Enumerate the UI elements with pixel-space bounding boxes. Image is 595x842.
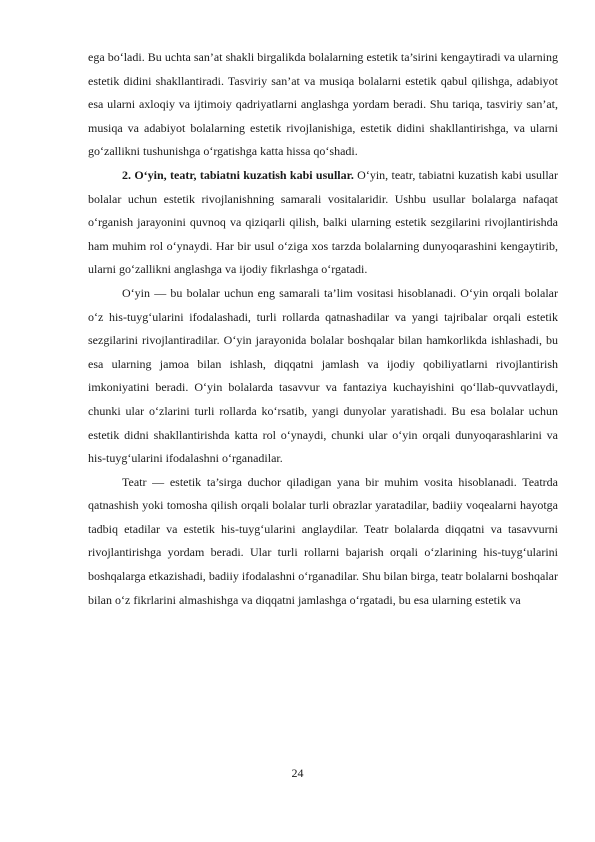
paragraph-continuation: ega bo‘ladi. Bu uchta san’at shakli birgalikda bolalarning estetik ta’sirini kengaytiradi va ularning estetik didini shakllantiradi. Tasviriy san’at va musiqa bolalarni estetik qabul qilishga, adabiyot esa ularni axloqiy va ijtimoiy qadriyatlarni anglashga yordam beradi. Shu tariqa, tasviriy san’at, musiqa va adabiyot bolalarning estetik rivojlanishiga, estetik didini shakllantirishga, va ularni go‘zallikni tushunishga o‘rgatishga katta hissa qo‘shadi. — [88, 50, 558, 159]
paragraph-game: O‘yin — bu bolalar uchun eng samarali ta’lim vositasi hisoblanadi. O‘yin orqali bolalar o‘z his-tuyg‘ularini ifodalashadi, turli rollarda qatnashadilar va yangi tajribalar orqali estetik sezgilarini rivojlantiradilar. O‘yin jarayonida bolalar boshqalar bilan hamkorlikda ishlashadi, bu esa ularning jamoa bilan ishlash, diqqatni jamlash va ijodiy qobiliyatlarni rivojlantirish imkoniyatini beradi. O‘yin bolalarda tasavvur va fantaziya kuchayishini qo‘llab-quvvatlaydi, chunki ular o‘zlarini turli rollarda ko‘rsatib, yangi dunyolar yaratishadi. Bu esa bolalar uchun estetik didni shakllantirishda katta rol o‘ynaydi, chunki ular o‘yin orqali dunyoqarashlarini va his-tuyg‘ularini ifodalashni o‘rganadilar. — [88, 285, 558, 466]
section-heading: 2. O‘yin, teatr, tabiatni kuzatish kabi usullar. — [122, 167, 354, 182]
body-text — [88, 46, 558, 612]
paragraph-methods — [88, 164, 558, 282]
page-number: 24 — [291, 766, 304, 780]
paragraph-theatre: Teatr — estetik ta’sirga duchor qiladigan yana bir muhim vosita hisoblanadi. Teatrda qatnashish yoki tomosha qilish orqali bolalar turli obrazlar yaratadilar, badiiy voqealarni hayotga tadbiq etadilar va estetik his-tuyg‘ularini anglaydilar. Teatr bolalarda diqqatni va tasavvurni rivojlantirishga yordam beradi. Ular turli rollarni bajarish orqali o‘zlarining his-tuyg‘ularini boshqalarga etkazishadi, badiiy ifodalashni o‘rganadilar. Shu bilan birga, teatr bolalarni boshqalar bilan o‘z fikrlarini almashishga va diqqatni jamlashga o‘rgatadi, bu esa ularning estetik va — [88, 474, 558, 607]
paragraph-methods-text: O‘yin, teatr, tabiatni kuzatish kabi usullar bolalar uchun estetik rivojlanishning samarali vositalaridir. Ushbu usullar bolalarga nafaqat o‘rganish jarayonini quvnoq va qiziqarli qilish, balki ularning estetik sezgilarini rivojlantirishda ham muhim rol o‘ynaydi. Har bir usul o‘ziga xos tarzda bolalarning dunyoqarashini kengaytirib, ularni go‘zallikni anglashga va ijodiy fikrlashga o‘rgatadi. — [88, 167, 558, 277]
